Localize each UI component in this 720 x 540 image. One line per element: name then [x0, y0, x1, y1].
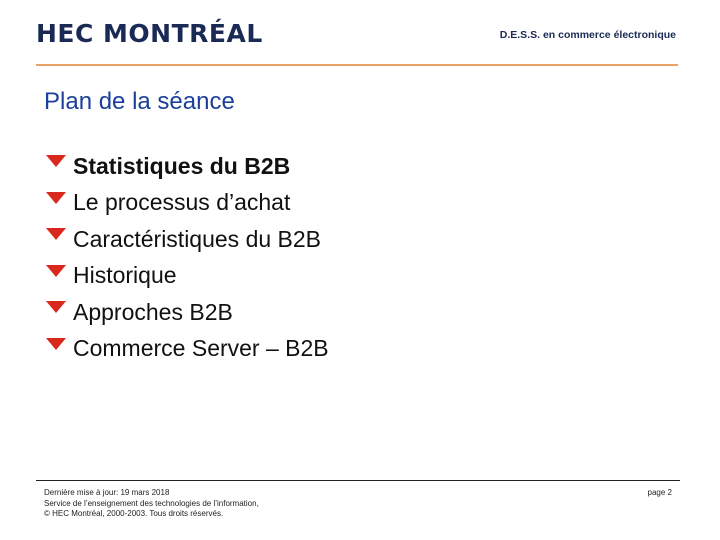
- page-number: page 2: [647, 488, 672, 497]
- agenda-item: [46, 148, 329, 185]
- footer-copyright: © HEC Montréal, 2000-2003. Tous droits réservés.: [44, 509, 224, 518]
- footer-service: Service de l’enseignement des technologies de l’information,: [44, 498, 259, 508]
- agenda-item-text: Le processus d’achat: [73, 189, 291, 216]
- agenda-item: [46, 258, 329, 295]
- triangle-bullet-icon: [46, 228, 66, 240]
- agenda-item-text: Commerce Server – B2B: [73, 335, 329, 362]
- footer-updated: Dernière mise à jour: 19 mars 2018: [44, 488, 170, 497]
- agenda-item-text: Historique: [73, 262, 177, 289]
- footer-divider: [36, 480, 680, 481]
- agenda-item: [46, 331, 329, 368]
- footer-info: [44, 488, 259, 520]
- agenda-item-text: Caractéristiques du B2B: [73, 225, 322, 252]
- hec-montreal-logo: [36, 12, 263, 46]
- agenda-list: [46, 148, 329, 367]
- header-divider: [36, 64, 678, 66]
- triangle-bullet-icon: [46, 155, 66, 167]
- program-name: D.E.S.S. en commerce électronique: [499, 29, 676, 41]
- triangle-bullet-icon: [46, 338, 66, 350]
- agenda-item: [46, 185, 329, 222]
- logo-text: HEC MONTRÉAL: [36, 19, 263, 48]
- triangle-bullet-icon: [46, 192, 66, 204]
- slide-title: Plan de la séance: [44, 88, 235, 115]
- agenda-item: [46, 221, 329, 258]
- triangle-bullet-icon: [46, 301, 66, 313]
- agenda-item: [46, 294, 329, 331]
- triangle-bullet-icon: [46, 265, 66, 277]
- agenda-item-text: Approches B2B: [73, 298, 233, 325]
- agenda-item-text: Statistiques du B2B: [73, 152, 291, 179]
